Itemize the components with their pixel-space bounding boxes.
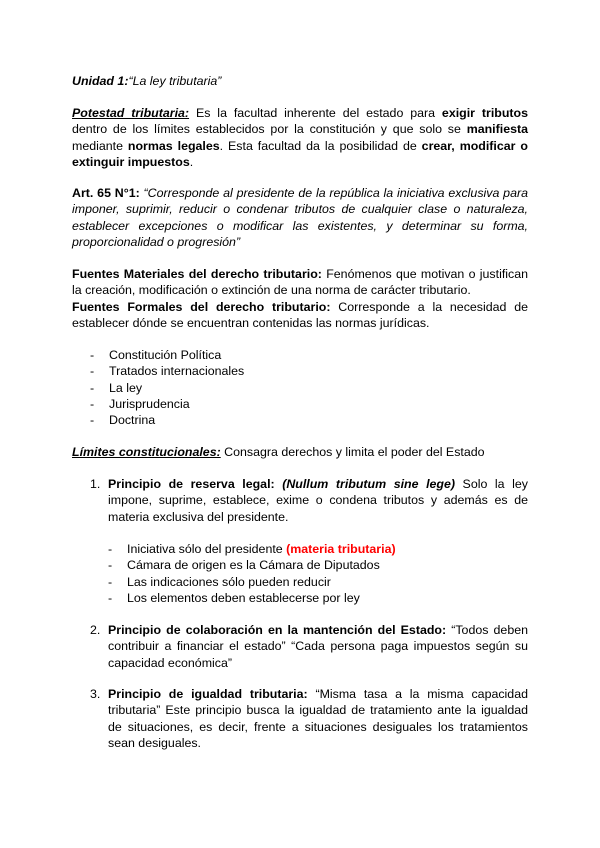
fuentes-list bbox=[72, 347, 528, 428]
list-item: - Cámara de origen es la Cámara de Diputados bbox=[108, 558, 380, 573]
article-65-paragraph bbox=[72, 185, 528, 250]
fuentes-materiales-label: Fuentes Materiales del derecho tributario: bbox=[72, 267, 322, 281]
principle-1-label: Principio de reserva legal: bbox=[108, 477, 275, 491]
article-65-label: Art. 65 N°1: bbox=[72, 186, 140, 200]
principle-2-label: Principio de colaboración en la mantención del Estado: bbox=[108, 623, 447, 637]
unit-name: “La ley tributaria” bbox=[128, 74, 222, 88]
reserva-legal-list bbox=[108, 541, 528, 606]
principle-3-label: Principio de igualdad tributaria: bbox=[108, 687, 308, 701]
unit-title bbox=[72, 73, 528, 89]
fuentes-materiales: Fuentes Materiales del derecho tributario: Fenómenos que motivan o justifican la creación, modificación o extinción de una norma de carácter tributario. bbox=[72, 267, 528, 298]
potestad-paragraph: Potestad tributaria: Es la facultad inherente del estado para exigir tributos dentro de los límites establecidos por la constitución y que solo se manifiesta mediante normas legales. Esta facultad da la posibilidad de crear, modificar o extinguir impuestos. bbox=[72, 106, 528, 169]
list-item: - Doctrina bbox=[90, 413, 156, 428]
limites-heading: Límites constitucionales: bbox=[72, 445, 221, 459]
list-item: - Iniciativa sólo del presidente (materia tributaria) bbox=[108, 542, 396, 556]
fuentes-formales: Fuentes Formales del derecho tributario: Corresponde a la necesidad de establecer dónde se encuentran contenidas las normas jurídicas. bbox=[72, 300, 529, 331]
fuentes-list-container bbox=[72, 347, 528, 428]
list-item: - Constitución Política bbox=[90, 348, 222, 362]
principle-3-number: 3. bbox=[90, 687, 101, 701]
potestad-heading: Potestad tributaria: bbox=[72, 106, 190, 120]
list-item: - Las indicaciones sólo pueden reducir bbox=[108, 574, 331, 589]
principle-2-number: 2. bbox=[90, 623, 101, 637]
article-65-quote: “Corresponde al presidente de la república la iniciativa exclusiva para imponer, suprimir, reducir o condenar tributos de cualquier clase o naturaleza, establecer excepciones o modificar las existentes, y determinar su forma, proporcionalidad o progresión” bbox=[72, 186, 528, 249]
fuentes-formales-label: Fuentes Formales del derecho tributario: bbox=[72, 300, 331, 314]
list-item: - Jurisprudencia bbox=[90, 396, 190, 411]
list-item: - Los elementos deben establecerse por ley bbox=[108, 590, 360, 605]
principle-3-text: Principio de igualdad tributaria: “Misma tasa a la misma capacidad tributaria” Este principio busca la igualdad de tratamiento ante la igualdad de situaciones, es decir, frente a situaciones desiguales los tratamientos sean desiguales. bbox=[108, 687, 528, 750]
limites-paragraph: Límites constitucionales: Consagra derechos y limita el poder del Estado bbox=[72, 445, 485, 459]
principle-1-number: 1. bbox=[90, 477, 101, 491]
list-item: - La ley bbox=[90, 380, 143, 395]
principle-2-text: Principio de colaboración en la mantención del Estado: “Todos deben contribuir a financiar el estado” “Cada persona paga impuestos según su capacidad económica” bbox=[108, 623, 528, 670]
principle-1-text: Principio de reserva legal: (Nullum tributum sine lege) Solo la ley impone, suprime, establece, exime o condena tributos y además es de materia exclusiva del presidente. bbox=[108, 477, 528, 524]
list-item: - Tratados internacionales bbox=[90, 364, 245, 379]
materia-tributaria-highlight: (materia tributaria) bbox=[286, 542, 396, 556]
unit-label: Unidad 1: bbox=[72, 74, 129, 88]
